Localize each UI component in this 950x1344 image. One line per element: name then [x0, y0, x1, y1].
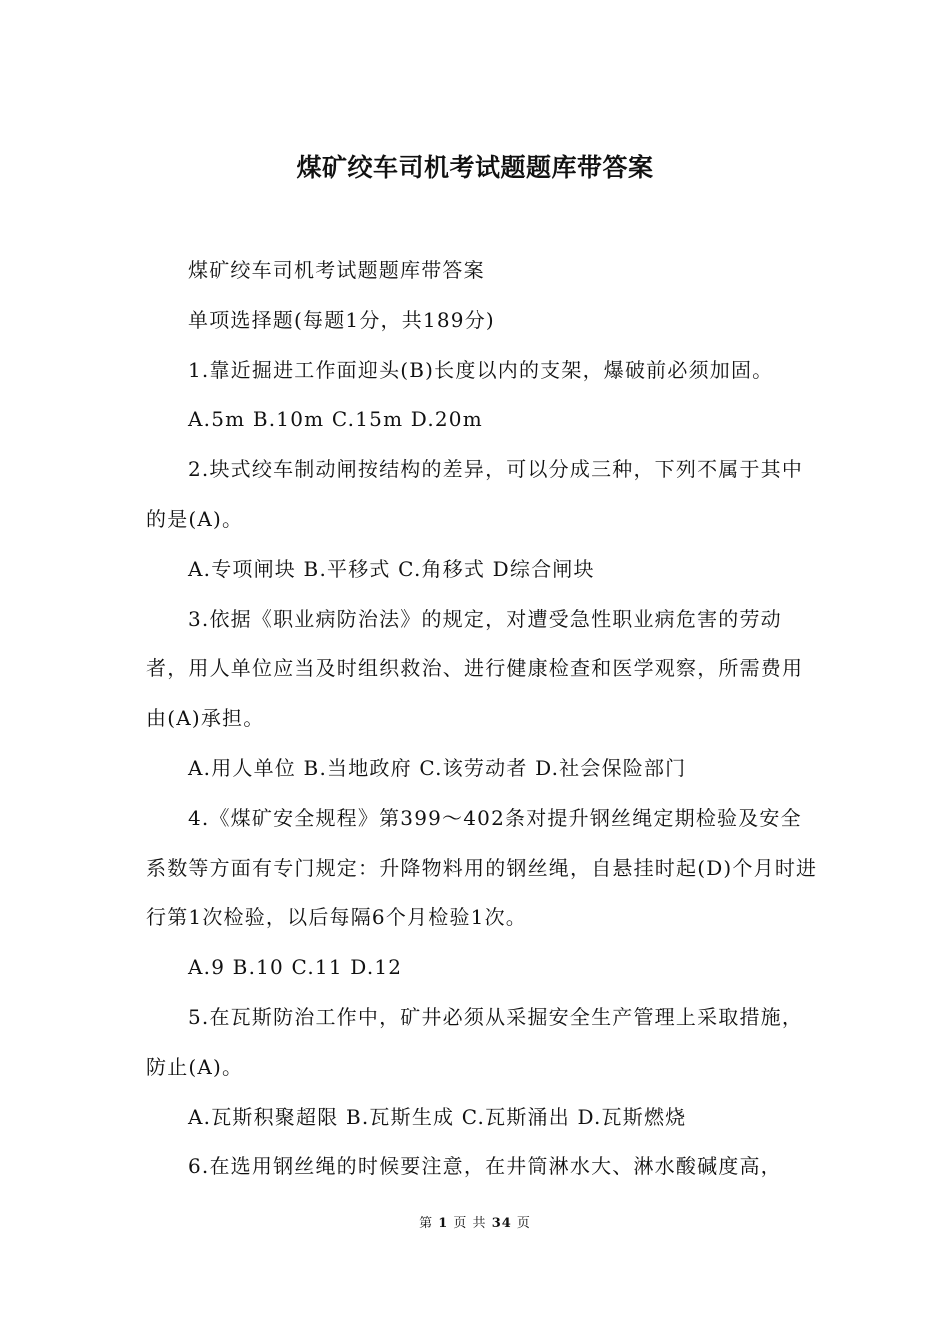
- options-5: A.瓦斯积聚超限 B.瓦斯生成 C.瓦斯涌出 D.瓦斯燃烧: [188, 1104, 687, 1129]
- question-2: 2.块式绞车制动闸按结构的差异，可以分成三种，下列不属于其中的是(A)。: [146, 457, 804, 531]
- paragraph-section: 单项选择题(每题1分，共189分): [188, 307, 495, 332]
- options-1: A.5m B.10m C.15m D.20m: [188, 407, 483, 432]
- options-4: A.9 B.10 C.11 D.12: [188, 955, 403, 980]
- question-6: 6.在选用钢丝绳的时候要注意，在井筒淋水大、淋水酸碱度高，: [188, 1154, 782, 1179]
- footer-total-pages: 34: [491, 1216, 512, 1231]
- footer-prefix: 第: [419, 1216, 434, 1231]
- footer-page-number: 1: [438, 1216, 449, 1231]
- footer-suffix: 页: [516, 1216, 531, 1231]
- question-3: 3.依据《职业病防治法》的规定，对遭受急性职业病危害的劳动者，用人单位应当及时组织救治、进行健康检查和医学观察，所需费用由(A)承担。: [146, 606, 804, 731]
- question-4: 4.《煤矿安全规程》第399～402条对提升钢丝绳定期检验及安全系数等方面有专门规定：升降物料用的钢丝绳，自悬挂时起(D)个月时进行第1次检验，以后每隔6个月检验1次。: [146, 805, 818, 930]
- page-footer: [0, 1214, 950, 1234]
- page-title: 煤矿绞车司机考试题题库带答案: [296, 153, 654, 182]
- paragraph-heading: 煤矿绞车司机考试题题库带答案: [188, 258, 485, 282]
- footer-middle: 页 共: [453, 1216, 487, 1231]
- document-body: [146, 246, 818, 1192]
- options-3: A.用人单位 B.当地政府 C.该劳动者 D.社会保险部门: [188, 755, 687, 780]
- options-2: A.专项闸块 B.平移式 C.角移式 D综合闸块: [188, 556, 595, 581]
- question-5: 5.在瓦斯防治工作中，矿井必须从采掘安全生产管理上采取措施，防止(A)。: [146, 1004, 804, 1079]
- question-1: 1.靠近掘进工作面迎头(B)长度以内的支架，爆破前必须加固。: [188, 357, 774, 382]
